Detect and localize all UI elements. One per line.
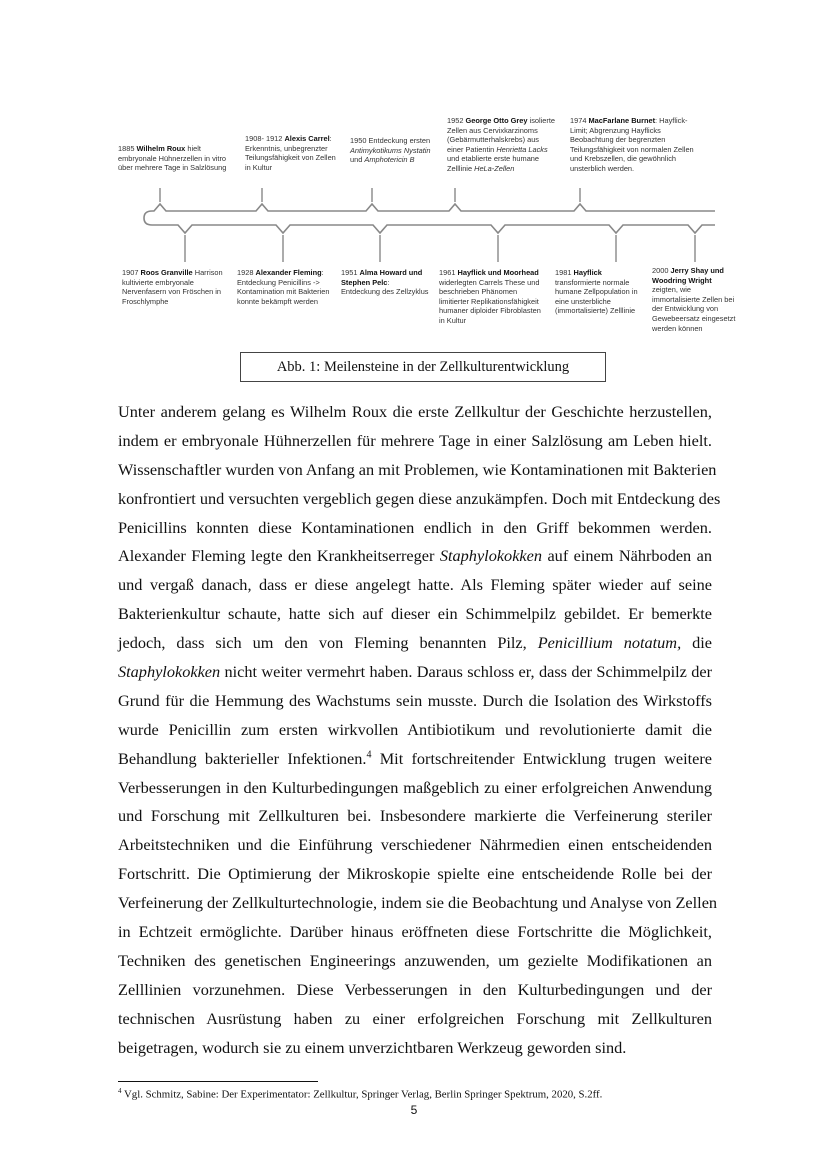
text-run: jedoch, dass sich um den von Fleming benannten Pilz, (118, 633, 538, 653)
timeline-event (439, 268, 541, 326)
text-line (447, 154, 555, 164)
text-line (555, 287, 638, 297)
text-line (118, 456, 717, 485)
bold-text: Hayflick und Moorhead (457, 268, 539, 277)
text-run: in Echtzeit ermöglichte. Darüber hinaus eröffneten diese Fortschritte die Möglichkeit, (118, 922, 712, 942)
text-run: eine unsterbliche (555, 296, 611, 306)
text-line (570, 126, 694, 136)
body-paragraph (118, 398, 721, 1062)
text-line (122, 297, 223, 307)
text-line (439, 278, 541, 288)
text-line (118, 774, 712, 803)
text-run: unsterblich werden. (570, 163, 635, 173)
text-run: Kontamination mit Bakterien (237, 287, 330, 297)
text-line (652, 314, 735, 324)
text-run: Teilungsfähigkeit von Zellen (245, 153, 336, 163)
text-run: Arbeitstechniken und die Einführung verschiedener Nährmedien einen entscheidenden (118, 835, 712, 855)
footnote-reference: 4 (366, 749, 372, 761)
text-run: Froschlymphe (122, 296, 169, 306)
timeline-event (555, 268, 638, 316)
text-run: und (350, 155, 365, 165)
footnote (118, 1087, 602, 1101)
text-line (118, 976, 712, 1005)
text-line (652, 295, 735, 305)
text-line (439, 306, 541, 316)
text-run: embryonale Hühnerzellen in vitro (118, 153, 227, 163)
text-run: Mit fortschreitender Entwicklung trugen weitere (371, 748, 713, 768)
text-line (652, 276, 735, 286)
text-run: humaner diploider Fibroblasten (439, 306, 541, 316)
text-line (350, 155, 431, 165)
italic-text: Staphylokokken (439, 546, 543, 566)
timeline-event (118, 144, 226, 173)
text-run: 1981 (555, 268, 574, 277)
text-run: 1908- 1912 (245, 134, 285, 143)
text-run: die (681, 633, 712, 653)
text-line (570, 145, 694, 155)
text-line (237, 287, 329, 297)
text-line (118, 687, 712, 716)
text-run: und vergaß danach, dass er diese angelegt hatte. Als Fleming später wieder auf seine (118, 575, 712, 595)
text-line (118, 947, 712, 976)
text-line (118, 831, 712, 860)
text-run: Behandlung bakterieller Infektionen. (118, 748, 367, 768)
text-line (555, 306, 638, 316)
text-run: : (387, 277, 390, 287)
text-run: Gewebeersatz eingesetzt (652, 313, 736, 323)
text-run: technischen Ausrüstung haben zu einer erfolgreichen Forschung mit Zellkulturen (118, 1008, 712, 1028)
text-run: und Krebszellen, die gewöhnlich (570, 154, 677, 164)
text-run: Bakterienkultur schaute, hatte sich auf dieser ein Schimmelpilz gebildet. Er bemerkte (118, 604, 712, 624)
text-line (555, 278, 638, 288)
footnote-divider (118, 1081, 318, 1082)
text-run: indem er embryonale Hühnerzellen für mehrere Tage in einer Salzlösung am Leben hielt. (118, 430, 712, 450)
text-run: beschrieben Phänomen (439, 287, 518, 297)
text-line (237, 297, 329, 307)
text-line (439, 287, 541, 297)
text-run: Nervenfasern von Fröschen in (122, 287, 222, 297)
text-run: Verbesserungen in den Kulturbedingungen maßgeblich zu einer erfolgreichen Anwendung (118, 777, 712, 797)
text-run: Wissenschaftler wurden von Anfang an mit Problemen, wie Kontaminationen mit Bakterien (118, 459, 717, 479)
timeline-axis (144, 204, 715, 233)
text-run: Zellen aus Cervixkarzinoms (447, 125, 538, 135)
bold-text: Woodring Wright (652, 275, 712, 285)
timeline-event (447, 116, 555, 174)
text-line (350, 136, 431, 146)
bold-text: Alexander Fleming (255, 268, 322, 277)
text-line (652, 324, 735, 334)
italic-text: Amphotericin B (364, 155, 415, 165)
text-line (118, 889, 718, 918)
italic-text: Staphylokokken (118, 662, 221, 682)
text-run: limitierter Replikationsfähigkeit (439, 296, 539, 306)
text-run: widerlegten Carrels These und (439, 277, 540, 287)
timeline-event (570, 116, 694, 174)
text-run: und etablierte erste humane (447, 154, 540, 164)
text-run: Entdeckung des Zellzyklus (341, 287, 429, 297)
text-line (118, 154, 226, 164)
text-run: 1961 (439, 268, 458, 277)
text-run: konnte bekämpft werden (237, 296, 318, 306)
text-run: Beobachtung der begrenzten (570, 135, 666, 145)
text-line (555, 268, 638, 278)
bold-text: Jerry Shay und (670, 266, 724, 275)
text-line (118, 629, 712, 658)
text-run: Limit; Abgrenzung Hayflicks (570, 125, 661, 135)
text-run: 1951 (341, 268, 360, 277)
text-run: humane Zellpopulation in (555, 287, 638, 297)
text-run: über mehrere Tage in Salzlösung (118, 163, 227, 173)
text-line (118, 600, 712, 629)
italic-text: Henrietta Lacks (496, 144, 548, 154)
text-line (439, 297, 541, 307)
text-run: 1907 (122, 268, 141, 277)
text-run: Alexander Fleming legte den Krankheitserreger (118, 546, 440, 566)
text-line (118, 1005, 712, 1034)
text-run: Unter anderem gelang es Wilhelm Roux die erste Zellkultur der Geschichte herzustellen, (118, 402, 712, 421)
text-line (652, 285, 735, 295)
text-line (122, 287, 223, 297)
text-run: Penicillins konnten diese Kontaminationen endlich in den Griff bekommen werden. (118, 517, 712, 537)
text-line (350, 146, 431, 156)
text-run: Grund für die Hemmung des Wachstums sein musste. Durch die Isolation des Wirkstoffs (118, 690, 712, 710)
text-run: immortalisierte Zellen bei (652, 294, 735, 304)
text-line (570, 116, 694, 126)
text-run: (Gebärmutterhalskrebs) aus (447, 135, 540, 145)
text-line (118, 485, 721, 514)
text-line (118, 398, 712, 427)
timeline-event (350, 136, 431, 165)
bold-text: Roos Granville (140, 268, 193, 277)
text-run: in Kultur (245, 162, 273, 172)
text-line (245, 153, 336, 163)
text-line (118, 658, 712, 687)
text-run: 1885 (118, 144, 137, 153)
text-line (118, 860, 712, 889)
timeline-event (652, 266, 735, 333)
text-run: in Kultur (439, 315, 467, 325)
text-line (237, 278, 329, 288)
text-run: beigetragen, wodurch sie zu einem unverzichtbaren Werkzeug geworden sind. (118, 1037, 627, 1057)
text-run: Techniken des genetischen Engineerings anzuwenden, um gezielte Modifikationen an (118, 950, 712, 970)
italic-text: Penicillium notatum, (537, 633, 682, 653)
text-line (652, 304, 735, 314)
bold-text: MacFarlane Burnet (588, 116, 656, 125)
figure-caption (240, 352, 606, 382)
text-line (118, 427, 712, 456)
text-line (118, 571, 712, 600)
text-line (245, 134, 336, 144)
caption-text: Abb. 1: Meilensteine in der Zellkulturentwicklung (276, 358, 570, 375)
bold-text: Alma Howard und (359, 268, 423, 277)
footnote-text: Vgl. Schmitz, Sabine: Der Experimentator: Zellkultur, Springer Verlag, Berlin Springer Spektrum, 2020, S.2ff. (121, 1088, 603, 1101)
text-line (118, 514, 712, 543)
text-run: kultivierte embryonale (122, 277, 194, 287)
text-line (447, 116, 555, 126)
text-line (570, 164, 694, 174)
text-run: Erkenntnis, unbegrenzter (245, 143, 328, 153)
text-line (570, 154, 694, 164)
text-run: : (321, 268, 324, 277)
text-line (118, 745, 712, 774)
text-line (341, 268, 429, 278)
text-line (122, 268, 223, 278)
text-line (118, 542, 712, 571)
text-line (118, 918, 712, 947)
text-run: hielt (185, 144, 201, 153)
text-run: (immortalisierte) Zelllinie (555, 306, 636, 316)
bold-text: Stephen Pelc (341, 277, 388, 287)
timeline-event (122, 268, 223, 306)
text-run: Entdeckung Penicillins -> (237, 277, 320, 287)
text-run: 1928 (237, 268, 256, 277)
text-run: zeigten, wie (652, 285, 692, 295)
text-line (118, 144, 226, 154)
text-run: Fortschritt. Die Optimierung der Mikroskopie spielte eine entscheidende Rolle bei der (118, 864, 712, 884)
text-run: 1974 (570, 116, 589, 125)
text-run: Harrison (192, 268, 223, 277)
text-run: wurde Penicillin zum ersten wirkvollen Antibiotikum und revolutionierte damit die (118, 719, 712, 739)
text-run: nicht weiter vermehrt haben. Daraus schloss er, dass der Schimmelpilz der (220, 662, 712, 682)
text-line (652, 266, 735, 276)
timeline-event (237, 268, 329, 306)
text-run: Verfeinerung der Zellkulturtechnologie, indem sie die Beobachtung und Analyse von Zellen (118, 893, 718, 913)
text-run: auf einem Nährboden an (542, 546, 712, 566)
text-line (447, 135, 555, 145)
text-run: Zelllinie (447, 163, 475, 173)
text-line (447, 145, 555, 155)
text-line (341, 287, 429, 297)
text-line (118, 716, 712, 745)
text-line (341, 278, 429, 288)
text-line (245, 144, 336, 154)
bold-text: Hayflick (573, 268, 602, 277)
text-line (118, 802, 712, 831)
text-line (237, 268, 329, 278)
footnote-marker: 4 (118, 1087, 122, 1095)
text-run: werden können (652, 323, 703, 333)
text-line (555, 297, 638, 307)
text-line (118, 1034, 712, 1063)
italic-text: Nystatin (403, 145, 431, 155)
text-run: einer Patientin (447, 144, 497, 154)
text-run: Zelllinien vorzunehmen. Diese Verbesserungen in den Kulturbedingungen und der (118, 979, 712, 999)
text-run: isolierte (527, 116, 556, 125)
text-line (447, 126, 555, 136)
text-line (245, 163, 336, 173)
text-line (118, 163, 226, 173)
bold-text: Wilhelm Roux (136, 144, 186, 153)
text-run: 2000 (652, 266, 671, 275)
italic-text: Antimykotikums (350, 145, 404, 155)
text-line (122, 278, 223, 288)
text-run: transformierte normale (555, 277, 630, 287)
text-run: der Entwicklung von (652, 304, 719, 314)
text-run: 1950 Entdeckung ersten (350, 136, 431, 145)
text-run: : Hayflick- (655, 116, 688, 125)
bold-text: Alexis Carrel (284, 134, 330, 143)
timeline-event (245, 134, 336, 172)
text-run: konfrontiert und versuchten vergeblich gegen diese anzukämpfen. Doch mit Entdeckung des (118, 488, 721, 508)
text-line (570, 135, 694, 145)
page-number: 5 (410, 1103, 418, 1117)
text-line (439, 268, 541, 278)
text-run: 1952 (447, 116, 466, 125)
bold-text: George Otto Grey (465, 116, 528, 125)
timeline-event (341, 268, 429, 297)
text-run: und Forschung mit Zellkulturen bei. Insbesondere markierte die Verfeinerung steriler (118, 806, 712, 826)
text-line (447, 164, 555, 174)
text-run: : (329, 134, 332, 143)
text-line (439, 316, 541, 326)
text-run: Teilungsfähigkeit von normalen Zellen (570, 144, 694, 154)
italic-text: HeLa-Zellen (474, 163, 515, 173)
